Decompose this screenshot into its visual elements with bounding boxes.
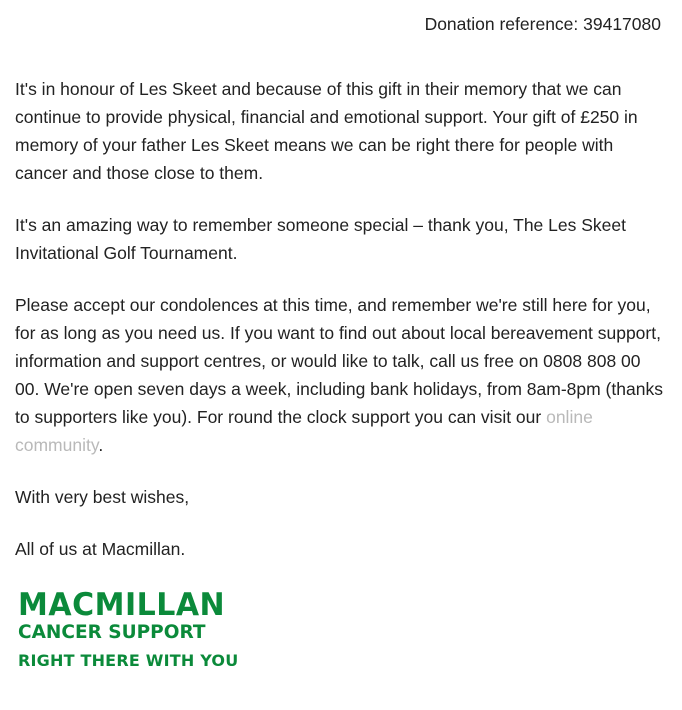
closing-line: With very best wishes, (15, 487, 190, 507)
macmillan-logo (18, 586, 248, 670)
condolences-text: Please accept our condolences at this time, and remember we're still here for you, for as long as you need us. If you want to find out about local bereavement support, information and support centres, or would like to talk, call us free on 0808 808 00 00. We're open seven days a week, including bank holidays, from 8am-8pm (thanks to supporters like you). For round the clock support you can visit our (15, 295, 663, 427)
paragraph-honour: It's in honour of Les Skeet and because of this gift in their memory that we can continue to provide physical, financial and emotional support. Your gift of £250 in memory of your father Les Skeet means we can be right there for people with cancer and those close to them. (15, 79, 638, 183)
online-community-link[interactable]: online community (15, 407, 593, 455)
logo-line-tagline: RIGHT THERE WITH YOU (18, 650, 239, 670)
paragraph-thank-you: It's an amazing way to remember someone special – thank you, The Les Skeet Invitational Golf Tournament. (15, 215, 626, 263)
signoff-line: All of us at Macmillan. (15, 539, 186, 559)
paragraph-condolences (15, 291, 667, 459)
condolences-end: . (98, 435, 104, 455)
letter-body (15, 75, 667, 587)
donation-reference: Donation reference: 39417080 (424, 14, 661, 34)
logo-line-cancer-support: CANCER SUPPORT (18, 622, 206, 643)
logo-line-macmillan: MACMILLAN (18, 586, 226, 624)
